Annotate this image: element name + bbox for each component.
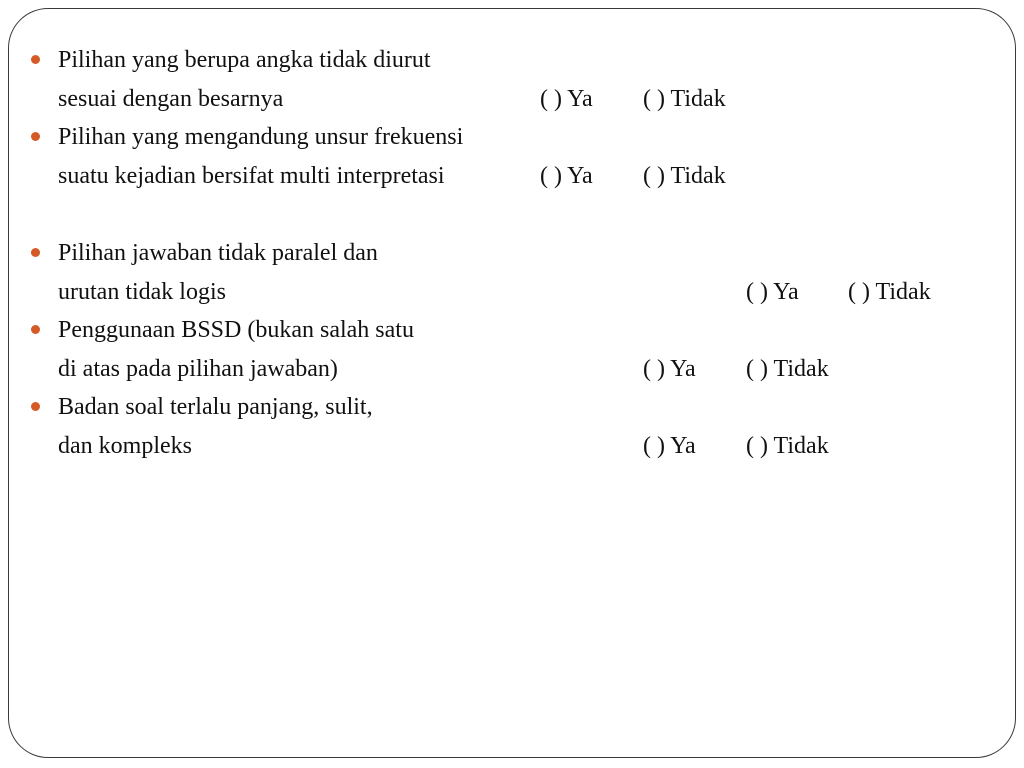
item-5-no-option: ( ) Tidak: [746, 433, 829, 459]
item-5-line-2: dan kompleks: [58, 433, 192, 459]
item-2-line-2: suatu kejadian bersifat multi interpretasi: [58, 163, 445, 189]
bullet-icon: [31, 248, 40, 257]
item-2-line-1: Pilihan yang mengandung unsur frekuensi: [58, 124, 464, 150]
bullet-icon: [31, 55, 40, 64]
bullet-icon: [31, 402, 40, 411]
item-3-no-option: ( ) Tidak: [848, 279, 931, 305]
bullet-icon: [31, 325, 40, 334]
item-1-yes-option: ( ) Ya: [540, 86, 593, 112]
item-1-line-1: Pilihan yang berupa angka tidak diurut: [58, 47, 431, 73]
item-5-line-1: Badan soal terlalu panjang, sulit,: [58, 394, 373, 420]
item-3-line-2: urutan tidak logis: [58, 279, 226, 305]
item-5-yes-option: ( ) Ya: [643, 433, 696, 459]
item-4-no-option: ( ) Tidak: [746, 356, 829, 382]
item-4-yes-option: ( ) Ya: [643, 356, 696, 382]
item-2-no-option: ( ) Tidak: [643, 163, 726, 189]
item-2-yes-option: ( ) Ya: [540, 163, 593, 189]
item-1-line-2: sesuai dengan besarnya: [58, 86, 284, 112]
bullet-icon: [31, 132, 40, 141]
item-3-yes-option: ( ) Ya: [746, 279, 799, 305]
item-4-line-2: di atas pada pilihan jawaban): [58, 356, 338, 382]
item-4-line-1: Penggunaan BSSD (bukan salah satu: [58, 317, 414, 343]
item-3-line-1: Pilihan jawaban tidak paralel dan: [58, 240, 378, 266]
item-1-no-option: ( ) Tidak: [643, 86, 726, 112]
